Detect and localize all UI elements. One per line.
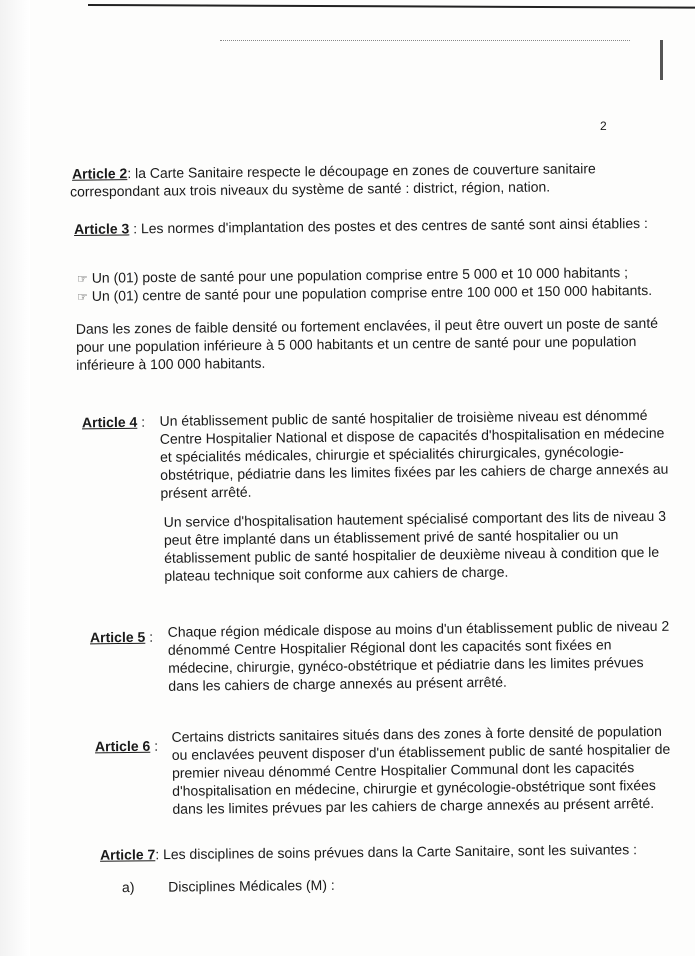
- scan-noise: [220, 40, 630, 43]
- article-3-text: : Les normes d'implantation des postes et des centres de santé sont ainsi établies :: [133, 214, 648, 237]
- article-6-paragraph: [171, 722, 671, 818]
- article-4-paragraph-2: [163, 507, 667, 585]
- paragraph-line: peut être implanté dans un établissement privé de santé hospitalier ou un: [163, 526, 619, 548]
- item-text: Disciplines Médicales (M) :: [168, 876, 335, 895]
- paragraph-line: dénommé Centre Hospitalier Régional dont les capacités sont fixées en: [167, 636, 612, 658]
- article-2-line-1: : la Carte Sanitaire respecte le découpage en zones de couverture sanitaire: [127, 160, 596, 182]
- paragraph-line: premier niveau dénommé Centre Hospitalier Communal dont les capacités: [171, 759, 635, 781]
- paragraph-line: présent arrêté.: [160, 483, 252, 501]
- paragraph-line: Chaque région médicale dispose au moins d'un établissement public de niveau 2: [167, 617, 670, 640]
- paragraph-line: et spécialités médicales, chirurgie et spécialités chirurgicales, gynécologie-: [159, 443, 624, 465]
- article-7-label: Article 7: [99, 846, 156, 863]
- page-number: 2: [600, 119, 607, 133]
- paragraph-line: dans les cahiers de charge annexés au présent arrêté.: [168, 673, 507, 694]
- pointing-hand-icon: ☞: [76, 271, 88, 286]
- article-6-label-wrap: Article 6 :: [94, 737, 159, 755]
- article-7: [100, 840, 637, 864]
- paragraph-line: Certains districts sanitaires situés dans des zones à forte densité de population: [171, 722, 662, 745]
- article-5-label-wrap: Article 5 :: [89, 628, 154, 646]
- article-4-label-wrap: Article 4 :: [81, 413, 146, 431]
- article-2-line-2: correspondant aux trois niveaux du système de santé : district, région, nation.: [69, 178, 551, 200]
- article-3-paragraph: [75, 314, 659, 374]
- paragraph-line: Un établissement public de santé hospitalier de troisième niveau est dénommé: [159, 406, 648, 429]
- bullet-text-2: Un (01) centre de santé pour une population comprise entre 100 000 et 150 000 habitants.: [91, 281, 653, 304]
- article-6-label: Article 6: [94, 737, 151, 755]
- article-7-text: : Les disciplines de soins prévues dans la Carte Sanitaire, sont les suivantes :: [155, 841, 638, 863]
- article-5-label: Article 5: [89, 628, 146, 646]
- paragraph-line: Dans les zones de faible densité ou fortement enclavées, il peut être ouvert un poste de santé: [75, 314, 659, 337]
- article-3-label: Article 3: [73, 220, 130, 238]
- paragraph-line: pour une population inférieure à 5 000 habitants et un centre de santé pour une population: [75, 332, 637, 355]
- item-marker: a): [121, 878, 135, 896]
- scan-mark: [660, 40, 663, 80]
- paragraph-line: établissement public de santé hospitalier de deuxième niveau à condition que le: [164, 543, 660, 566]
- scan-top-line: [88, 4, 695, 9]
- paragraph-line: Un service d'hospitalisation hautement spécialisé comportant des lits de niveau 3: [163, 507, 667, 530]
- bullet-text-1: Un (01) poste de santé pour une population comprise entre 5 000 et 10 000 habitants ;: [91, 264, 629, 286]
- paragraph-line: obstétrique, pédiatrie dans les limites fixées par les cahiers de charge annexés au: [160, 460, 669, 483]
- article-5-paragraph: [167, 617, 670, 695]
- paragraph-line: médecine, chirurgie, gynéco-obstétrique et pédiatrie dans les limites prévues: [168, 654, 644, 676]
- scan-edge: [0, 0, 30, 956]
- article-3: [74, 214, 648, 238]
- paragraph-line: d'hospitalisation en médecine, chirurgie et gynécologie-obstétrique sont fixées: [172, 776, 656, 799]
- list-item: [122, 876, 335, 896]
- paragraph-line: dans les limites prévues par les cahiers de charge annexés au présent arrêté.: [172, 794, 655, 817]
- paragraph-line: ou enclavées peuvent disposer d'un établissement public de santé hospitalier de: [171, 740, 671, 763]
- article-2-label: Article 2: [71, 165, 128, 182]
- paragraph-line: inférieure à 100 000 habitants.: [76, 354, 266, 373]
- article-4-label: Article 4: [81, 413, 138, 431]
- paragraph-line: Centre Hospitalier National et dispose de capacités d'hospitalisation en médecine: [159, 424, 665, 447]
- pointing-hand-icon: ☞: [76, 289, 88, 305]
- article-4-paragraph-1: [159, 406, 669, 502]
- paragraph-line: plateau technique soit conforme aux cahiers de charge.: [164, 563, 509, 584]
